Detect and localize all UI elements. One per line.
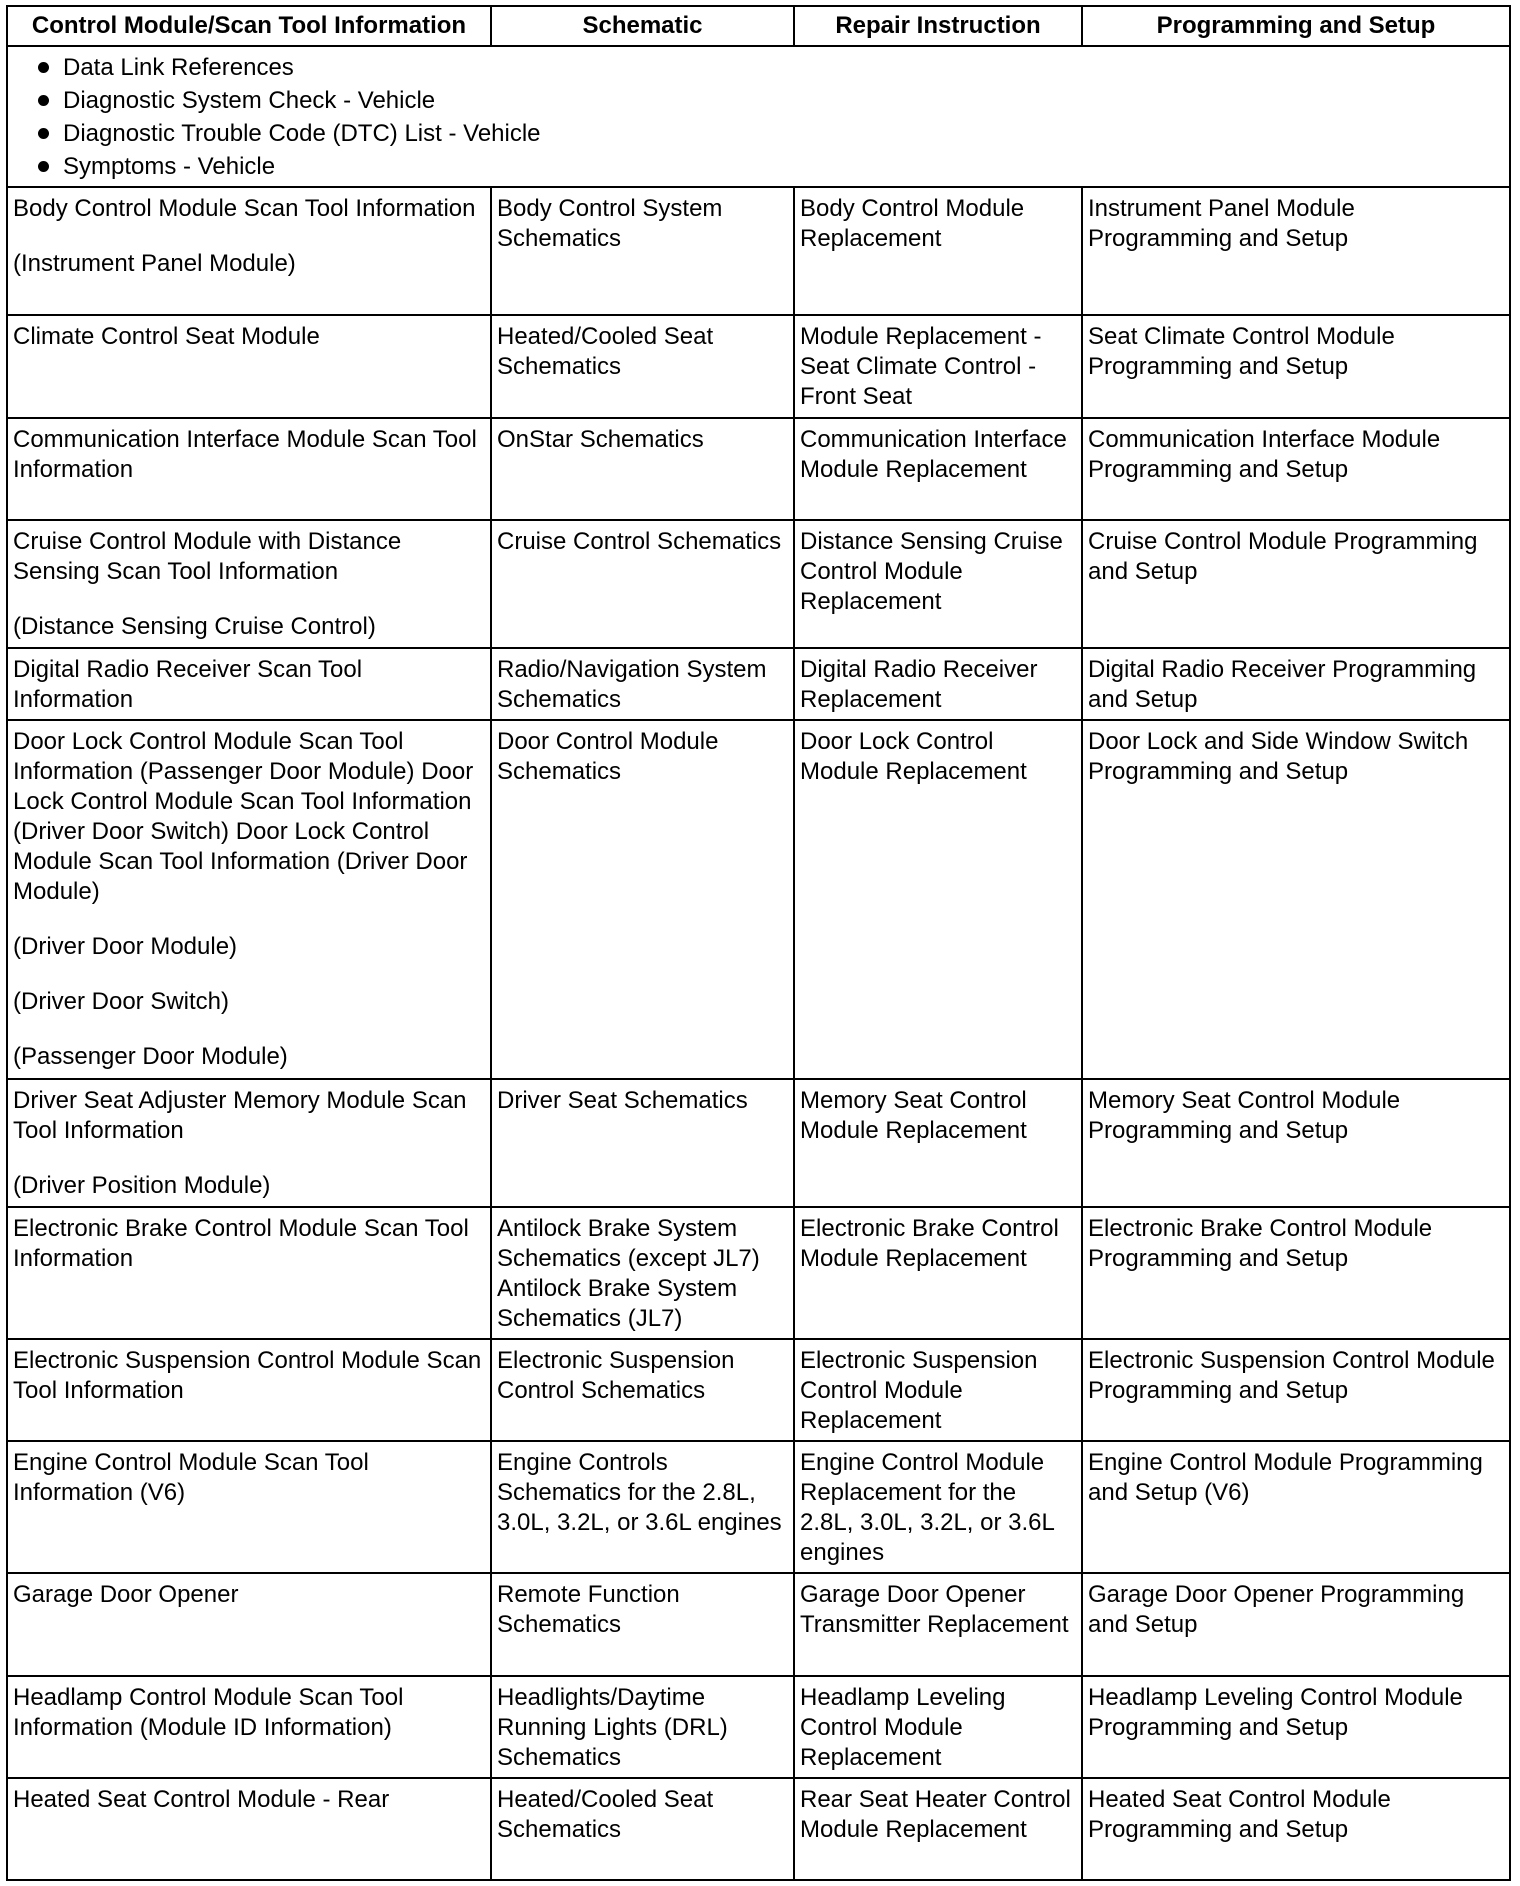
programming-cell[interactable]: Engine Control Module Programming and Setup (V6) [1082,1441,1510,1573]
bullet-icon [38,95,49,106]
repair-cell[interactable]: Electronic Suspension Control Module Replacement [794,1339,1082,1441]
schematic-cell[interactable]: Antilock Brake System Schematics (except JL7) Antilock Brake System Schematics (JL7) [491,1207,794,1339]
reference-item[interactable] [30,84,1509,117]
repair-cell[interactable]: Body Control Module Replacement [794,187,1082,315]
module-name[interactable]: Driver Seat Adjuster Memory Module Scan Tool Information [13,1086,467,1144]
schematic-cell[interactable]: Radio/Navigation System Schematics [491,648,794,720]
header-row [7,6,1510,46]
programming-cell[interactable]: Headlamp Leveling Control Module Programming and Setup [1082,1676,1510,1778]
table-row [7,1676,1510,1778]
repair-cell[interactable]: Electronic Brake Control Module Replacement [794,1207,1082,1339]
programming-cell[interactable]: Electronic Suspension Control Module Programming and Setup [1082,1339,1510,1441]
schematic-cell[interactable]: OnStar Schematics [491,418,794,520]
repair-cell[interactable]: Headlamp Leveling Control Module Replacement [794,1676,1082,1778]
programming-cell[interactable]: Door Lock and Side Window Switch Programming and Setup [1082,720,1510,1079]
module-name[interactable]: Garage Door Opener [13,1581,239,1609]
table-row [7,1441,1510,1573]
schematic-cell[interactable]: Remote Function Schematics [491,1573,794,1675]
module-alias: (Instrument Panel Module) [13,250,296,278]
module-name[interactable]: Climate Control Seat Module [13,323,320,351]
table-row [7,648,1510,720]
programming-cell[interactable]: Heated Seat Control Module Programming and Setup [1082,1778,1510,1880]
module-cell [7,187,491,315]
module-name[interactable]: Electronic Brake Control Module Scan Tool Information [13,1214,469,1272]
table-row [7,187,1510,315]
repair-cell[interactable]: Distance Sensing Cruise Control Module Replacement [794,520,1082,648]
table-row [7,520,1510,648]
module-cell [7,1573,491,1675]
module-cell [7,1207,491,1339]
header-repair: Repair Instruction [794,6,1082,46]
reference-item[interactable] [30,117,1509,150]
module-name[interactable]: Body Control Module Scan Tool Information [13,195,476,223]
table-row [7,1079,1510,1207]
module-alias: (Driver Door Switch) [13,988,230,1016]
reference-item[interactable] [30,51,1509,84]
module-reference-table [6,5,1511,1881]
repair-cell[interactable]: Garage Door Opener Transmitter Replacement [794,1573,1082,1675]
bullet-icon [38,161,49,172]
programming-cell[interactable]: Electronic Brake Control Module Programming and Setup [1082,1207,1510,1339]
module-alias: (Driver Door Module) [13,933,238,961]
module-cell [7,720,491,1079]
programming-cell[interactable]: Seat Climate Control Module Programming and Setup [1082,315,1510,417]
module-name[interactable]: Communication Interface Module Scan Tool Information [13,425,477,483]
repair-cell[interactable]: Module Replacement - Seat Climate Control - Front Seat [794,315,1082,417]
table-row [7,315,1510,417]
schematic-cell[interactable]: Headlights/Daytime Running Lights (DRL) Schematics [491,1676,794,1778]
table-row [7,1778,1510,1880]
table-row [7,1573,1510,1675]
module-cell [7,1676,491,1778]
module-name[interactable]: Heated Seat Control Module - Rear [13,1785,390,1813]
schematic-cell[interactable]: Door Control Module Schematics [491,720,794,1079]
module-cell [7,418,491,520]
module-name[interactable]: Cruise Control Module with Distance Sensing Scan Tool Information [13,527,402,585]
table-row [7,1339,1510,1441]
header-module: Control Module/Scan Tool Information [7,6,491,46]
header-programming: Programming and Setup [1082,6,1510,46]
reference-label: Diagnostic System Check - Vehicle [63,87,436,114]
programming-cell[interactable]: Memory Seat Control Module Programming and Setup [1082,1079,1510,1207]
reference-label: Data Link References [63,54,294,81]
schematic-cell[interactable]: Engine Controls Schematics for the 2.8L, 3.0L, 3.2L, or 3.6L engines [491,1441,794,1573]
module-cell [7,1079,491,1207]
schematic-cell[interactable]: Electronic Suspension Control Schematics [491,1339,794,1441]
module-alias: (Passenger Door Module) [13,1043,288,1071]
repair-cell[interactable]: Rear Seat Heater Control Module Replacement [794,1778,1082,1880]
schematic-cell[interactable]: Driver Seat Schematics [491,1079,794,1207]
module-alias: (Distance Sensing Cruise Control) [13,612,376,640]
bullet-icon [38,128,49,139]
module-name[interactable]: Engine Control Module Scan Tool Information (V6) [13,1449,369,1507]
table-row [7,1207,1510,1339]
module-cell [7,1441,491,1573]
programming-cell[interactable]: Garage Door Opener Programming and Setup [1082,1573,1510,1675]
repair-cell[interactable]: Memory Seat Control Module Replacement [794,1079,1082,1207]
programming-cell[interactable]: Digital Radio Receiver Programming and Setup [1082,648,1510,720]
module-name[interactable]: Headlamp Control Module Scan Tool Information (Module ID Information) [13,1683,404,1741]
bullet-icon [38,62,49,73]
reference-label: Diagnostic Trouble Code (DTC) List - Vehicle [63,120,541,147]
table-row [7,720,1510,1079]
repair-cell[interactable]: Door Lock Control Module Replacement [794,720,1082,1079]
module-name[interactable]: Electronic Suspension Control Module Scan Tool Information [13,1347,482,1405]
module-cell [7,315,491,417]
repair-cell[interactable]: Communication Interface Module Replacement [794,418,1082,520]
module-cell [7,648,491,720]
module-alias: (Driver Position Module) [13,1171,271,1199]
programming-cell[interactable]: Cruise Control Module Programming and Setup [1082,520,1510,648]
schematic-cell[interactable]: Heated/Cooled Seat Schematics [491,1778,794,1880]
reference-label: Symptoms - Vehicle [63,153,276,180]
reference-item[interactable] [30,150,1509,183]
programming-cell[interactable]: Instrument Panel Module Programming and Setup [1082,187,1510,315]
header-schematic: Schematic [491,6,794,46]
table-row [7,418,1510,520]
repair-cell[interactable]: Digital Radio Receiver Replacement [794,648,1082,720]
programming-cell[interactable]: Communication Interface Module Programming and Setup [1082,418,1510,520]
reference-list [30,51,1509,183]
schematic-cell[interactable]: Body Control System Schematics [491,187,794,315]
module-name[interactable]: Digital Radio Receiver Scan Tool Information [13,655,363,713]
module-cell [7,1339,491,1441]
module-name[interactable]: Door Lock Control Module Scan Tool Information (Passenger Door Module) Door Lock Control Module Scan Tool Information (Driver Door Switch) Door Lock Control Module Scan Tool Information (Driver Door Module) [13,728,474,906]
repair-cell[interactable]: Engine Control Module Replacement for the 2.8L, 3.0L, 3.2L, or 3.6L engines [794,1441,1082,1573]
references-row [7,46,1510,187]
schematic-cell[interactable]: Heated/Cooled Seat Schematics [491,315,794,417]
schematic-cell[interactable]: Cruise Control Schematics [491,520,794,648]
module-cell [7,1778,491,1880]
module-cell [7,520,491,648]
references-cell [7,46,1510,187]
